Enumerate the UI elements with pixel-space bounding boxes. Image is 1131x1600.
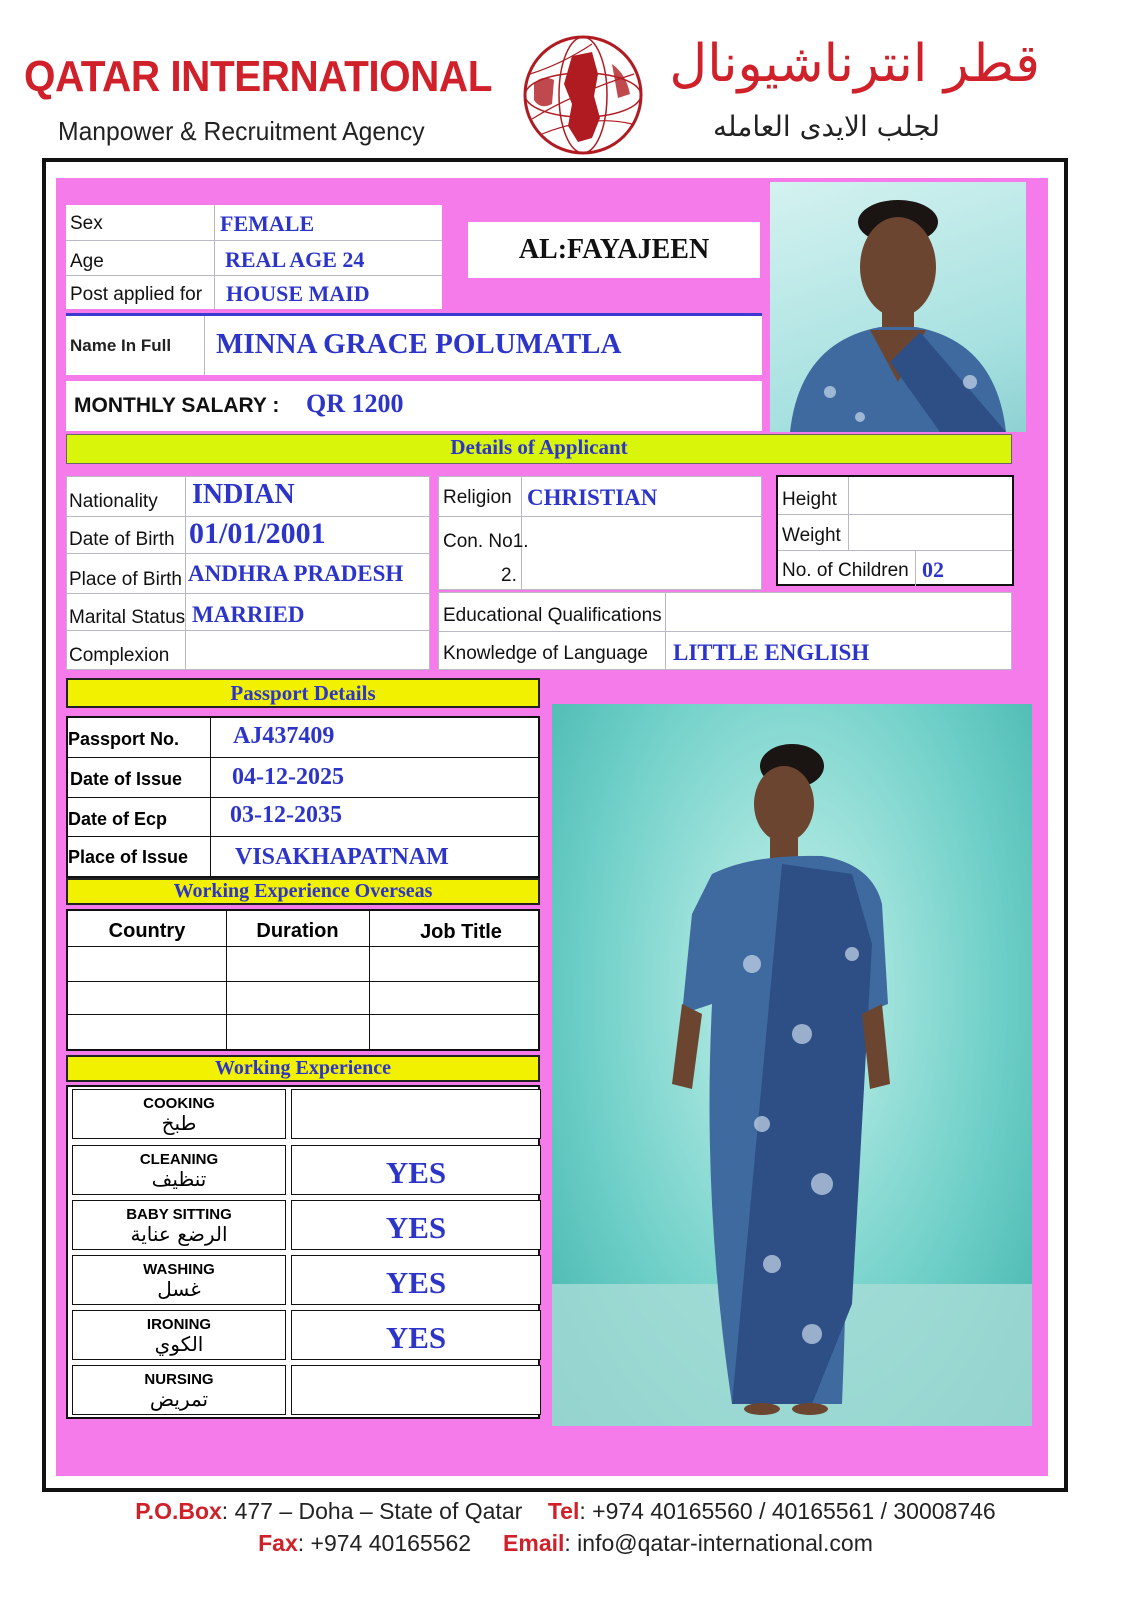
skill-label-en: COOKING xyxy=(143,1095,215,1112)
physical-details-table xyxy=(776,475,1014,586)
sex-value: FEMALE xyxy=(220,211,315,236)
tel-value: : +974 40165560 / 40165561 / 30008746 xyxy=(579,1498,996,1524)
email-value[interactable]: : info@qatar-international.com xyxy=(564,1530,873,1556)
skill-row-ironing xyxy=(68,1308,542,1363)
contact2-label: 2. xyxy=(501,565,517,586)
skill-label-en: BABY SITTING xyxy=(126,1206,232,1223)
arabic-tagline: لجلب الايدى العامله xyxy=(713,110,940,143)
salary-value: QR 1200 xyxy=(306,389,404,418)
skill-label-en: CLEANING xyxy=(139,1151,219,1168)
overseas-heading: Working Experience Overseas xyxy=(66,878,540,905)
pobox-value: : 477 – Doha – State of Qatar xyxy=(221,1498,523,1524)
name-box xyxy=(66,313,762,375)
skill-label-en: WASHING xyxy=(143,1261,215,1278)
personal-details-table xyxy=(66,476,430,670)
passport-table xyxy=(66,716,540,878)
basic-info-table xyxy=(66,205,442,309)
education-label: Educational Qualifications xyxy=(443,605,662,626)
name-value: MINNA GRACE POLUMATLA xyxy=(216,328,622,360)
skill-label-en: NURSING xyxy=(144,1371,214,1388)
name-label: Name In Full xyxy=(70,336,172,355)
marital-value: MARRIED xyxy=(192,602,305,627)
pob-label: Place of Birth xyxy=(69,569,182,590)
issue-place-label: Place of Issue xyxy=(68,847,189,867)
passport-no-label: Passport No. xyxy=(68,729,180,749)
skill-row-cooking xyxy=(68,1087,542,1142)
weight-label: Weight xyxy=(782,525,841,546)
language-label: Knowledge of Language xyxy=(443,643,648,664)
skill-label-ar: طبخ xyxy=(161,1111,197,1135)
post-value: HOUSE MAID xyxy=(226,281,370,306)
skill-value: YES xyxy=(385,1320,447,1355)
height-label: Height xyxy=(782,489,837,510)
skill-value: YES xyxy=(385,1210,447,1245)
company-name: QATAR INTERNATIONAL xyxy=(24,52,492,101)
agency-code: AL:FAYAJEEN xyxy=(518,234,710,265)
religion-label: Religion xyxy=(443,487,512,508)
children-value: 02 xyxy=(922,557,944,582)
passport-heading: Passport Details xyxy=(66,678,540,708)
skill-row-washing xyxy=(68,1253,542,1308)
skill-row-cleaning xyxy=(68,1143,542,1198)
job-title-header: Job Title xyxy=(420,921,502,943)
agency-code-box xyxy=(468,222,760,278)
footer-line-1 xyxy=(0,1498,1131,1525)
skill-label-ar: تمريض xyxy=(149,1387,209,1411)
religion-contact-table xyxy=(438,476,762,590)
issue-place-value: VISAKHAPATNAM xyxy=(235,844,449,870)
skill-label-ar: الكوي xyxy=(154,1332,204,1356)
expiry-date-label: Date of Ecp xyxy=(68,809,168,829)
skill-value: YES xyxy=(385,1155,447,1190)
company-tagline: Manpower & Recruitment Agency xyxy=(58,116,425,146)
applicant-portrait-photo xyxy=(770,182,1026,432)
globe-qatar-map-icon xyxy=(522,34,644,156)
arabic-company-name: قطر انترناشيونال xyxy=(669,34,1040,94)
applicant-full-photo xyxy=(552,704,1032,1426)
issue-date-value: 04-12-2025 xyxy=(232,764,344,790)
skill-label-ar: الرضع عناية xyxy=(130,1222,228,1246)
email-label: Email xyxy=(503,1530,565,1556)
age-value: REAL AGE 24 xyxy=(225,247,365,272)
experience-heading: Working Experience xyxy=(66,1055,540,1082)
passport-no-value: AJ437409 xyxy=(233,723,335,749)
nationality-value: INDIAN xyxy=(192,479,295,510)
education-language-table xyxy=(438,592,1012,670)
religion-value: CHRISTIAN xyxy=(527,485,658,510)
sex-label: Sex xyxy=(70,213,103,234)
marital-label: Marital Status xyxy=(69,607,186,628)
fax-value: : +974 40165562 xyxy=(297,1530,472,1556)
skill-label-ar: تنظيف xyxy=(151,1167,207,1191)
language-value: LITTLE ENGLISH xyxy=(673,640,870,665)
footer-line-2 xyxy=(0,1530,1131,1557)
pobox-label: P.O.Box xyxy=(135,1498,222,1524)
skills-table xyxy=(66,1085,540,1419)
skill-row-baby-sitting xyxy=(68,1198,542,1253)
post-label: Post applied for xyxy=(70,284,203,305)
skill-label-ar: غسل xyxy=(157,1277,201,1301)
details-heading: Details of Applicant xyxy=(66,434,1012,464)
dob-value: 01/01/2001 xyxy=(189,517,326,550)
skill-label-en: IRONING xyxy=(146,1316,212,1333)
country-header: Country xyxy=(108,920,186,942)
tel-label: Tel xyxy=(547,1498,580,1524)
nationality-label: Nationality xyxy=(69,491,158,512)
overseas-table xyxy=(66,909,540,1051)
contact1-label: Con. No1. xyxy=(443,531,529,552)
children-label: No. of Children xyxy=(782,560,909,581)
issue-date-label: Date of Issue xyxy=(70,769,183,789)
salary-label: MONTHLY SALARY : xyxy=(74,394,280,417)
pob-value: ANDHRA PRADESH xyxy=(188,561,404,586)
salary-box xyxy=(66,381,762,431)
complexion-label: Complexion xyxy=(69,645,170,666)
expiry-date-value: 03-12-2035 xyxy=(230,802,342,828)
age-label: Age xyxy=(70,251,104,272)
skill-value: YES xyxy=(385,1265,447,1300)
dob-label: Date of Birth xyxy=(69,529,175,550)
fax-label: Fax xyxy=(258,1530,298,1556)
duration-header: Duration xyxy=(256,920,339,942)
skill-row-nursing xyxy=(68,1363,542,1418)
